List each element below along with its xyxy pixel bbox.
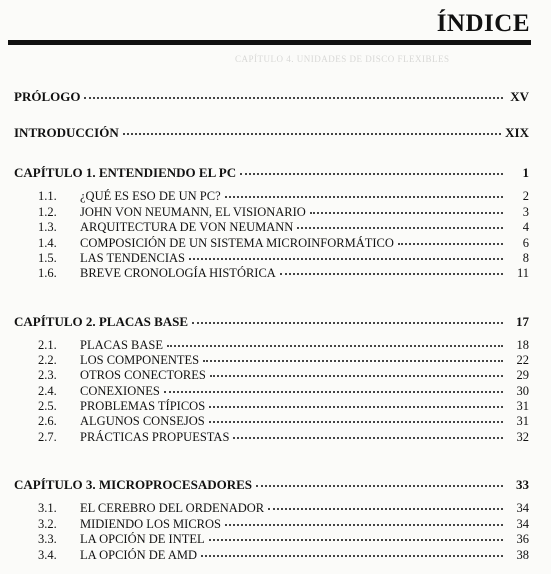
section-number: 2.2.	[38, 353, 57, 367]
section-page: 2	[522, 189, 529, 203]
section-page: 38	[516, 548, 529, 562]
toc-section-1-4[interactable]	[38, 236, 529, 251]
toc-section-2-6[interactable]	[38, 414, 529, 429]
toc-section-1-3[interactable]	[38, 220, 529, 235]
section-page: 30	[516, 384, 529, 398]
toc-entry-label: CAPÍTULO 2. PLACAS BASE	[14, 314, 189, 329]
section-title: PLACAS BASE	[80, 338, 164, 352]
section-page: 32	[516, 430, 529, 444]
toc-section-1-1[interactable]	[38, 189, 529, 204]
section-title: ARQUITECTURA DE VON NEUMANN	[80, 220, 294, 234]
section-title: MIDIENDO LOS MICROS	[80, 517, 221, 531]
dot-leader	[210, 367, 503, 377]
toc-section-1-6[interactable]	[38, 266, 529, 281]
section-title: PROBLEMAS TÍPICOS	[80, 399, 206, 413]
section-title: JOHN VON NEUMANN, EL VISIONARIO	[80, 205, 306, 219]
dot-leader	[280, 265, 503, 275]
dot-leader	[209, 531, 503, 541]
section-title: ¿QUÉ ES ESO DE UN PC?	[80, 189, 221, 203]
section-number: 2.7.	[38, 430, 57, 444]
title-rule	[8, 40, 531, 45]
dot-leader	[209, 413, 503, 423]
dot-leader	[268, 500, 503, 510]
dot-leader	[233, 429, 503, 439]
section-title: COMPOSICIÓN DE UN SISTEMA MICROINFORMÁTICO	[80, 236, 394, 250]
section-number: 2.6.	[38, 414, 57, 428]
toc-section-2-5[interactable]	[38, 399, 529, 414]
section-number: 1.2.	[38, 205, 57, 219]
section-page: 22	[516, 353, 529, 367]
section-page: 3	[522, 205, 529, 219]
toc-page-number: 1	[522, 165, 529, 180]
section-title: OTROS CONECTORES	[80, 368, 206, 382]
toc-section-3-2[interactable]	[38, 517, 529, 532]
toc-entry-label: PRÓLOGO	[14, 89, 81, 104]
dot-leader	[164, 383, 503, 393]
section-number: 1.5.	[38, 251, 57, 265]
section-title: PRÁCTICAS PROPUESTAS	[80, 430, 230, 444]
toc-section-2-2[interactable]	[38, 353, 529, 368]
dot-leader	[209, 398, 503, 408]
dot-leader	[398, 235, 503, 245]
section-number: 3.2.	[38, 517, 57, 531]
dot-leader	[123, 125, 501, 135]
page-title: ÍNDICE	[436, 10, 530, 37]
toc-section-1-5[interactable]	[38, 251, 529, 266]
section-number: 1.3.	[38, 220, 57, 234]
section-number: 3.3.	[38, 532, 57, 546]
section-page: 34	[516, 501, 529, 515]
section-number: 1.4.	[38, 236, 57, 250]
section-page: 29	[516, 368, 529, 382]
section-title: ALGUNOS CONSEJOS	[80, 414, 205, 428]
section-number: 2.5.	[38, 399, 57, 413]
toc-entry-label: CAPÍTULO 1. ENTENDIENDO EL PC	[14, 165, 237, 180]
toc-entry-introduccion[interactable]	[14, 125, 529, 141]
dot-leader	[189, 250, 503, 260]
toc-section-2-7[interactable]	[38, 430, 529, 445]
toc-page-number: XV	[510, 89, 529, 104]
section-number: 3.1.	[38, 501, 57, 515]
section-number: 3.4.	[38, 548, 57, 562]
toc-entry-label: INTRODUCCIÓN	[14, 125, 119, 140]
section-page: 18	[516, 338, 529, 352]
section-number: 2.4.	[38, 384, 57, 398]
section-title: LOS COMPONENTES	[80, 353, 200, 367]
section-page: 31	[516, 399, 529, 413]
toc-section-3-4[interactable]	[38, 548, 529, 563]
dot-leader	[203, 352, 503, 362]
toc-section-2-3[interactable]	[38, 368, 529, 383]
section-title: LA OPCIÓN DE AMD	[80, 548, 198, 562]
section-title: EL CEREBRO DEL ORDENADOR	[80, 501, 265, 515]
toc-page-number: 17	[516, 314, 529, 329]
toc-section-2-1[interactable]	[38, 338, 529, 353]
section-number: 1.6.	[38, 266, 57, 280]
toc-section-3-3[interactable]	[38, 532, 529, 547]
section-title: LA OPCIÓN DE INTEL	[80, 532, 205, 546]
dot-leader	[84, 89, 503, 99]
section-number: 2.1.	[38, 338, 57, 352]
dot-leader	[240, 165, 503, 175]
section-title: BREVE CRONOLOGÍA HISTÓRICA	[80, 266, 276, 280]
section-page: 11	[516, 266, 529, 280]
toc-chapter-1[interactable]	[14, 165, 529, 181]
toc-page-number: XIX	[505, 125, 529, 140]
section-page: 34	[516, 517, 529, 531]
toc-entry-prologo[interactable]	[14, 89, 529, 105]
section-title: LAS TENDENCIAS	[80, 251, 185, 265]
toc-page-number: 33	[516, 477, 529, 492]
toc-section-1-2[interactable]	[38, 205, 529, 220]
dot-leader	[192, 314, 503, 324]
dot-leader	[225, 516, 503, 526]
section-page: 36	[516, 532, 529, 546]
toc-chapter-3[interactable]	[14, 477, 529, 493]
dot-leader	[310, 204, 503, 214]
section-page: 31	[516, 414, 529, 428]
section-number: 2.3.	[38, 368, 57, 382]
dot-leader	[256, 477, 503, 487]
dot-leader	[201, 547, 503, 557]
dot-leader	[225, 188, 503, 198]
toc-section-2-4[interactable]	[38, 384, 529, 399]
toc-section-3-1[interactable]	[38, 501, 529, 516]
toc-entry-label: CAPÍTULO 3. MICROPROCESADORES	[14, 477, 252, 492]
section-page: 4	[522, 220, 529, 234]
section-title: CONEXIONES	[80, 384, 160, 398]
section-number: 1.1.	[38, 189, 57, 203]
section-page: 6	[522, 236, 529, 250]
dot-leader	[297, 219, 503, 229]
toc-chapter-2[interactable]	[14, 314, 529, 330]
bleed-through-text: CAPÍTULO 4. UNIDADES DE DISCO FLEXIBLES	[235, 54, 450, 64]
dot-leader	[167, 337, 503, 347]
section-page: 8	[522, 251, 529, 265]
